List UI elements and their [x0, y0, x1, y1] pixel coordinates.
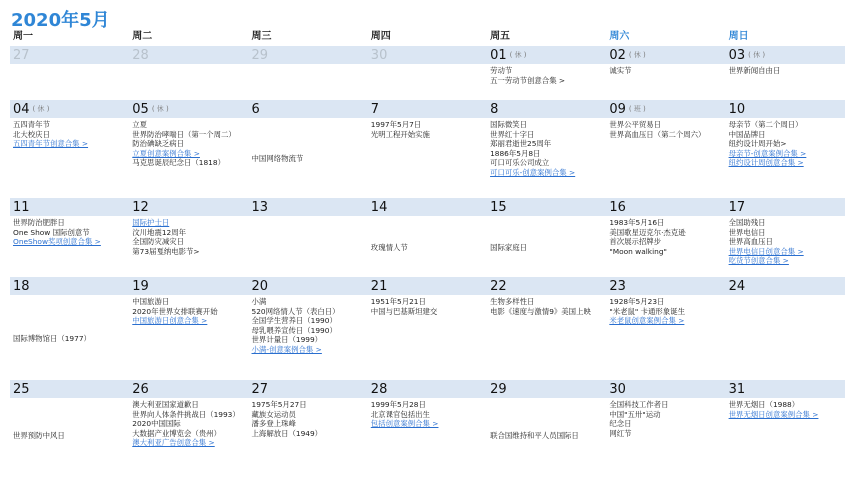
event-text: 世界新闻自由日 [728, 66, 781, 75]
calendar-day[interactable] [10, 277, 129, 380]
day-number: 26 [132, 381, 149, 397]
day-events [249, 398, 368, 438]
event-link[interactable]: 米老鼠创意案例合集 > [609, 316, 685, 326]
day-header [368, 277, 487, 295]
day-number: 27 [251, 381, 269, 397]
day-header [10, 100, 129, 118]
event-text: 世界高血压日（第二个周六） [609, 129, 706, 139]
day-events [368, 295, 487, 316]
day-number: 31 [728, 381, 746, 397]
event-text: 1999年5月28日 [370, 400, 426, 409]
day-number: 02 [609, 47, 626, 63]
event-text: 防治碘缺乏病日 [132, 139, 185, 149]
weekday-fri: 周五 [490, 31, 511, 42]
calendar-day[interactable] [606, 380, 725, 472]
event-text: 母乳喂养宣传日（1990） [251, 325, 337, 335]
event-text: 2020年世界女排联赛开始 [132, 306, 218, 316]
calendar-day[interactable] [249, 380, 368, 472]
event-text: 立夏 [132, 120, 148, 129]
day-number: 30 [370, 47, 388, 63]
event-link[interactable]: 五四青年节创意合集 > [13, 139, 89, 149]
calendar-day[interactable] [10, 380, 129, 472]
day-header [129, 46, 248, 64]
event-link[interactable]: 母亲节-创意案例合集 > [728, 148, 807, 158]
event-text: 中国"五卅"运动 [609, 409, 661, 419]
calendar-day[interactable] [726, 100, 845, 198]
weekday-tue: 周二 [132, 31, 153, 42]
calendar-day[interactable] [129, 46, 248, 100]
day-number: 09 [609, 101, 626, 117]
day-header [606, 380, 725, 398]
day-events [368, 64, 487, 66]
calendar-week [10, 100, 845, 198]
day-events [606, 216, 725, 256]
event-text: 1928年5月23日 [609, 297, 665, 306]
page-title: 2020年5月 [11, 10, 110, 31]
event-text: 520网络情人节（表白日） [251, 306, 340, 316]
event-text: 纪念日 [609, 419, 632, 429]
event-text: 世界预防中风日 [13, 431, 65, 440]
day-status-tag: ( 休 ) [32, 105, 50, 113]
day-number: 10 [728, 101, 746, 117]
calendar-day[interactable] [487, 198, 606, 277]
weekday-sun: 周日 [728, 31, 749, 42]
day-header [606, 198, 725, 216]
calendar-day[interactable] [129, 380, 248, 472]
day-header [249, 100, 368, 118]
calendar-day[interactable] [10, 198, 129, 277]
day-header [606, 46, 725, 64]
day-events [368, 118, 487, 139]
day-events [249, 295, 368, 355]
day-events [249, 152, 304, 164]
day-number: 8 [490, 101, 499, 117]
event-text: 生物多样性日 [490, 297, 535, 306]
day-header [726, 100, 845, 118]
day-events [606, 398, 725, 438]
event-text: 世界电信日 [728, 227, 766, 237]
day-status-tag: ( 休 ) [151, 105, 169, 113]
event-text: 联合国维持和平人员国际日 [490, 431, 579, 440]
day-number: 30 [609, 381, 626, 397]
event-text: 诚实节 [609, 66, 632, 75]
day-header [487, 46, 606, 64]
day-number: 15 [490, 199, 507, 215]
event-text: 世界公平贸易日 [609, 120, 662, 129]
day-events [726, 64, 845, 76]
day-number: 25 [13, 381, 30, 397]
day-events [487, 241, 527, 253]
event-text: 美国歌星迈克尔·杰克逊 [609, 227, 686, 237]
day-number: 7 [370, 101, 380, 117]
day-events [10, 332, 91, 344]
day-events [10, 216, 129, 247]
day-events [10, 118, 129, 149]
event-text: 上海解放日（1949） [251, 428, 323, 438]
event-text: 全国助残日 [728, 218, 766, 227]
day-events [129, 64, 248, 66]
day-header [10, 46, 129, 64]
day-events [487, 295, 606, 316]
event-text: 全国学生营养日（1990） [251, 316, 337, 326]
calendar-day[interactable] [606, 198, 725, 277]
calendar [10, 29, 845, 472]
weekday-thu: 周四 [370, 31, 391, 42]
weekday-sat: 周六 [609, 31, 630, 42]
day-events [129, 216, 248, 256]
day-events [368, 398, 487, 429]
event-text: 1975年5月27日 [251, 400, 307, 409]
calendar-day[interactable] [726, 46, 845, 100]
day-events [606, 295, 725, 326]
event-text: 澳大利亚国家道歉日 [132, 400, 199, 409]
day-number: 16 [609, 199, 626, 215]
calendar-day[interactable] [249, 46, 368, 100]
day-events [10, 429, 65, 441]
calendar-week [10, 198, 845, 277]
event-link[interactable]: 澳大利亚广告创意合集 > [132, 438, 215, 448]
weekday-mon: 周一 [13, 31, 33, 42]
calendar-day[interactable] [249, 198, 368, 277]
day-number: 28 [370, 381, 388, 397]
event-text: 第73届戛纳电影节> [132, 246, 200, 256]
day-header [726, 46, 845, 64]
day-number: 24 [728, 278, 746, 294]
day-header [368, 198, 487, 216]
day-events [606, 118, 725, 139]
day-events [487, 118, 606, 178]
event-text: 国际微笑日 [490, 120, 528, 129]
event-text: 1997年5月7日 [370, 120, 422, 129]
calendar-week [10, 277, 845, 380]
day-events [249, 64, 368, 66]
event-text: 世界红十字日 [490, 129, 535, 139]
day-events [487, 64, 606, 85]
event-text: 光明工程开始实施 [370, 129, 430, 139]
day-header [487, 277, 606, 295]
event-text: 1886年5月8日 [490, 148, 541, 158]
day-header [368, 46, 487, 64]
day-status-tag: ( 休 ) [748, 51, 766, 59]
calendar-day[interactable] [368, 100, 487, 198]
day-header [487, 380, 606, 398]
day-status-tag: ( 休 ) [509, 51, 527, 59]
calendar-day[interactable] [10, 100, 129, 198]
calendar-day[interactable] [487, 46, 606, 100]
day-header [129, 380, 248, 398]
day-header [10, 198, 129, 216]
event-text: 世界防治肥胖日 [13, 218, 65, 227]
event-text: 全国防灾减灾日 [132, 237, 185, 247]
day-events [129, 398, 248, 448]
calendar-day[interactable] [129, 198, 248, 277]
day-events [368, 241, 408, 253]
calendar-day[interactable] [129, 277, 248, 380]
day-status-tag: ( 休 ) [628, 51, 646, 59]
day-header [10, 277, 129, 295]
event-text: 1951年5月21日 [370, 297, 426, 306]
event-text: 小满 [251, 297, 267, 306]
event-text: 可口可乐公司成立 [490, 158, 550, 168]
event-text: 全国科技工作者日 [609, 400, 669, 409]
day-number: 03 [728, 47, 746, 63]
day-number: 28 [132, 47, 149, 63]
day-header [368, 100, 487, 118]
day-header [606, 277, 725, 295]
event-text: 网红节 [609, 428, 632, 438]
calendar-day[interactable] [487, 380, 606, 472]
day-number: 27 [13, 47, 30, 63]
day-number: 05 [132, 101, 149, 117]
day-header [487, 198, 606, 216]
event-text: 世界向人体条件挑战日（1993） [132, 409, 240, 419]
event-text: 1983年5月16日 [609, 218, 665, 227]
event-text: 大数据产业博览会（贵州） [132, 428, 221, 438]
day-number: 6 [251, 101, 260, 117]
day-header [129, 198, 248, 216]
event-text: 世界高血压日 [728, 237, 773, 247]
calendar-week [10, 380, 845, 472]
day-number: 12 [132, 199, 149, 215]
event-text: 2020中国国际 [132, 419, 181, 429]
day-header [249, 380, 368, 398]
event-text: 藏族女运动员 [251, 409, 296, 419]
event-text: 国际博物馆日（1977） [13, 333, 91, 343]
event-text: 中国网络物流节 [251, 154, 304, 163]
event-text: 纽约设计周开始> [728, 139, 787, 149]
day-number: 29 [490, 381, 507, 397]
day-events [249, 216, 368, 218]
event-link[interactable]: 小满-创意案例合集 > [251, 344, 322, 354]
event-text: 劳动节 [490, 66, 513, 75]
event-text: "Moon walking" [609, 246, 667, 256]
day-header [606, 100, 725, 118]
event-link[interactable]: 世界无烟日创意案例合集 > [728, 409, 819, 419]
calendar-day[interactable] [129, 100, 248, 198]
day-number: 13 [251, 199, 269, 215]
event-text: 世界防治哮喘日（第一个周二） [132, 129, 236, 139]
day-events [10, 64, 129, 66]
day-number: 20 [251, 278, 269, 294]
day-header [249, 277, 368, 295]
calendar-day[interactable] [726, 277, 845, 380]
day-header [726, 380, 845, 398]
day-number: 01 [490, 47, 507, 63]
day-events [487, 429, 579, 441]
day-header [249, 46, 368, 64]
day-header [726, 198, 845, 216]
day-header [726, 277, 845, 295]
event-text: 世界计量日（1999） [251, 335, 323, 345]
calendar-day[interactable] [368, 46, 487, 100]
event-link[interactable]: 包括创意案例合集 > [370, 419, 439, 429]
event-text: "米老鼠" 卡通形象诞生 [609, 306, 685, 316]
weekday-wed: 周三 [251, 31, 272, 42]
calendar-day[interactable] [726, 198, 845, 277]
event-text: 郑丽君逝世25周年 [490, 139, 552, 149]
event-link[interactable]: 纽约设计周创意合集 > [728, 158, 804, 168]
day-number: 23 [609, 278, 626, 294]
calendar-day[interactable] [10, 46, 129, 100]
event-text: 玫瑰情人节 [370, 242, 408, 252]
day-header [368, 380, 487, 398]
event-link[interactable]: 国际护士日 [132, 218, 170, 227]
calendar-day[interactable] [606, 277, 725, 380]
calendar-day[interactable] [249, 277, 368, 380]
event-text: 北京课官包括出生 [370, 409, 430, 419]
day-events [129, 118, 248, 168]
day-number: 21 [370, 278, 388, 294]
day-header [129, 100, 248, 118]
event-text: 马克思诞辰纪念日（1818） [132, 158, 225, 168]
event-text: 世界无烟日（1988） [728, 400, 800, 409]
calendar-day[interactable] [368, 380, 487, 472]
event-link[interactable]: OneShow奖项创意合集 > [13, 237, 101, 247]
day-events [726, 295, 845, 297]
day-number: 11 [13, 199, 30, 215]
day-events [726, 118, 845, 168]
day-number: 29 [251, 47, 269, 63]
event-link[interactable]: 吃货节创意合集 > [728, 256, 789, 266]
day-header [129, 277, 248, 295]
day-number: 18 [13, 278, 30, 294]
calendar-day[interactable] [368, 277, 487, 380]
day-events [129, 295, 248, 326]
calendar-week [10, 46, 845, 100]
calendar-day[interactable] [368, 198, 487, 277]
event-text: 北大校庆日 [13, 129, 50, 139]
event-link[interactable]: 世界电信日创意合集 > [728, 246, 804, 256]
calendar-day[interactable] [606, 100, 725, 198]
event-text: 电影《速度与激情9》美国上映 [490, 306, 591, 316]
day-status-tag: ( 班 ) [628, 105, 646, 113]
day-events [606, 64, 725, 76]
day-number: 17 [728, 199, 746, 215]
day-number: 04 [13, 101, 30, 117]
event-text: 汶川地震12周年 [132, 227, 187, 237]
event-link[interactable]: 可口可乐-创意案例合集 > [490, 167, 576, 177]
calendar-day[interactable] [487, 277, 606, 380]
event-text: 五四青年节 [13, 120, 50, 129]
calendar-day[interactable] [249, 100, 368, 198]
day-events [726, 216, 845, 266]
day-number: 22 [490, 278, 507, 294]
day-header [487, 100, 606, 118]
calendar-day[interactable] [487, 100, 606, 198]
event-link[interactable]: 中国旅游日创意合集 > [132, 316, 208, 326]
event-text: 首次展示招牌步 [609, 237, 662, 247]
event-text: 潘多登上珠峰 [251, 419, 296, 429]
day-number: 19 [132, 278, 149, 294]
event-text: One Show 国际创意节 [13, 227, 90, 237]
event-text: 五一劳动节创意合集 > [490, 75, 566, 85]
event-text: 母亲节（第二个周日） [728, 120, 803, 129]
event-text: 中国旅游日 [132, 297, 170, 306]
calendar-day[interactable] [606, 46, 725, 100]
day-number: 14 [370, 199, 388, 215]
event-text: 中国与巴基斯坦建交 [370, 306, 438, 316]
calendar-day[interactable] [726, 380, 845, 472]
event-text: 中国品牌日 [728, 129, 766, 139]
event-link[interactable]: 立夏创意案例合集 > [132, 148, 200, 158]
day-header [249, 198, 368, 216]
event-text: 国际家庭日 [490, 242, 528, 252]
day-header [10, 380, 129, 398]
day-events [726, 398, 845, 419]
